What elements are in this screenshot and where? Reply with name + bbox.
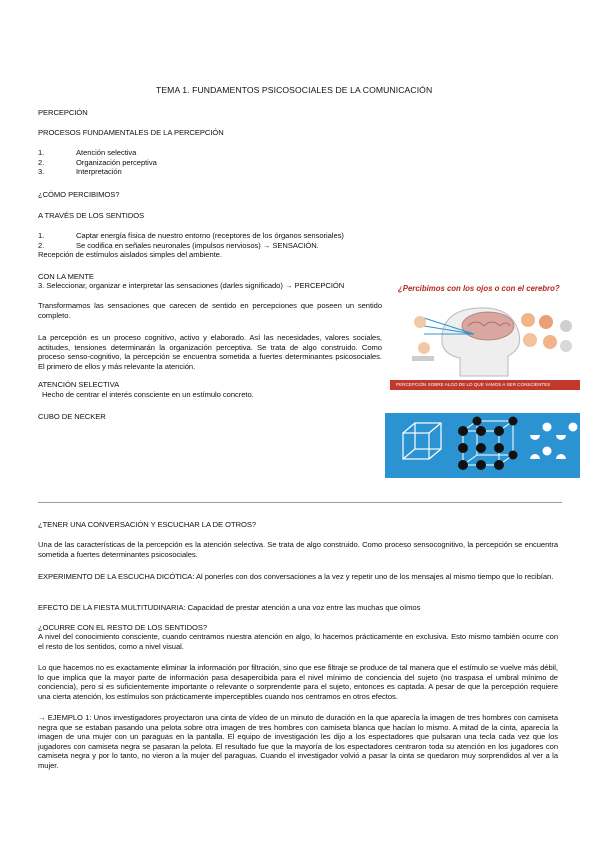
paragraph-percepcion: La percepción es un proceso cognitivo, activo y elaborado. Así las necesidades, valores sociales, actitudes, tensiones determinarán la organización perceptiva. Se trata de algo construido. Como proceso senso-cognitivo, la percepción se encuentra sometida a fuertes determinantes psicosociales. El primero de ellos y más relevante la atención. xyxy=(38,333,382,371)
heading-procesos: PROCESOS FUNDAMENTALES DE LA PERCEPCIÓN xyxy=(38,128,224,137)
heading-atencion: ATENCIÓN SELECTIVA xyxy=(38,380,120,389)
paragraph-transformamos: Transformamos las sensaciones que carecen de sentido en percepciones que poseen un sentido completo. xyxy=(38,301,382,320)
paragraph-ejemplo: → EJEMPLO 1: Unos investigadores proyectaron una cinta de vídeo de un minuto de duración en la que aparecía la imagen de tres hombres con camiseta negra que se estaban pasando una pelota sobre otra imagen de tres hombres con camiseta blanca que hacían lo mismo. A mitad de la cinta, aparecía la imagen de una mujer con un paraguas en la pantalla. El equipo de investigación les dijo a los espectadores que pulsaran una tecla cada vez que los jugadores con camiseta negra se pasaran la pelota. El resultado fue que la mayoría de los espectadores centraron toda su atención en los jugadores con camiseta negra y por lo tanto, no vieron a la mujer del paraguas. Cuando el investigador volvió a pasar la cinta se quedaron muy sorprendidos al ver a la mujer. xyxy=(38,713,558,770)
necker-cube-figure xyxy=(385,413,580,478)
heading-como: ¿CÓMO PERCIBIMOS? xyxy=(38,190,120,199)
list-item: 1. Atención selectiva xyxy=(38,148,137,157)
sentidos-list xyxy=(38,231,378,250)
paragraph-ocurre: A nivel del conocimiento consciente, cuando centramos nuestra atención en algo, lo hacemos prácticamente en exclusiva. Esto mismo también ocurre con el resto de los sentidos, como a nivel visual. xyxy=(38,632,558,651)
paragraph-filtracion: Lo que hacemos no es exactamente eliminar la información por filtración, sino que ese filtraje se produce de tal manera que el estímulo se vuelve más débil, lo que implica que la mayor parte de información pasa desapercibida para el nivel mínimo de conciencia del sujeto (no traspasa el umbral mínimo de conciencia), pero si es suficientemente importante o relevante o sorprendente para el sujeto, entonces es captada. A pesar de que la percepción requiere una cierta atención, los estímulos son prácticamente imperceptibles cuando nos centramos en otros efectos. xyxy=(38,663,558,701)
mente-item: 3. Seleccionar, organizar e interpretar las sensaciones (darles significado) → PERCEPCIÓN xyxy=(38,281,345,290)
heading-necker: CUBO DE NECKER xyxy=(38,412,106,421)
paragraph-fiesta: EFECTO DE LA FIESTA MULTITUDINARIA: Capacidad de prestar atención a una voz entre las muchas que oímos xyxy=(38,603,421,612)
paragraph-conversacion: Una de las características de la percepción es la atención selectiva. Se trata de algo construido. Como proceso sensocognitivo, la percepción se encuentra sometida a fuertes determinantes psicosociales. xyxy=(38,540,558,559)
paragraph-experimento: EXPERIMENTO DE LA ESCUCHA DICÓTICA: Al ponerles con dos conversaciones a la vez y repetir uno de los mensajes al mismo tiempo que lo recibían. xyxy=(38,572,554,581)
heading-sentidos: A TRAVÉS DE LOS SENTIDOS xyxy=(38,211,145,220)
brain-illustration-icon xyxy=(390,296,580,380)
list-item: 2. Se codifica en señales neuronales (impulsos nerviosos) → SENSACIÓN. xyxy=(38,240,319,250)
list-item: 3. Interpretación xyxy=(38,167,122,177)
procesos-list xyxy=(38,148,368,177)
recepcion-text: Recepción de estímulos aislados simples del ambiente. xyxy=(38,250,222,259)
section-divider xyxy=(38,502,562,503)
heading-ocurre: ¿OCURRE CON EL RESTO DE LOS SENTIDOS? xyxy=(38,623,208,632)
necker-cube-icon xyxy=(385,413,580,478)
brain-figure xyxy=(390,278,580,390)
heading-percepcion: PERCEPCIÓN xyxy=(38,108,88,117)
brain-figure-title: ¿Percibimos con los ojos o con el cerebro? xyxy=(398,284,560,293)
page-title: TEMA 1. FUNDAMENTOS PSICOSOCIALES DE LA COMUNICACIÓN xyxy=(156,85,433,95)
heading-conversacion: ¿TENER UNA CONVERSACIÓN Y ESCUCHAR LA DE OTROS? xyxy=(38,520,257,529)
heading-mente: CON LA MENTE xyxy=(38,272,94,281)
list-item: 1. Captar energía física de nuestro entorno (receptores de los órganos sensoriales) xyxy=(38,231,344,240)
atencion-definition: Hecho de centrar el interés consciente en un estímulo concreto. xyxy=(42,390,254,399)
list-item: 2. Organización perceptiva xyxy=(38,157,157,167)
brain-figure-footer: PERCEPCIÓN SOBRE ALGO DE LO QUE VAMOS A SER CONSCIENTES xyxy=(390,380,580,390)
